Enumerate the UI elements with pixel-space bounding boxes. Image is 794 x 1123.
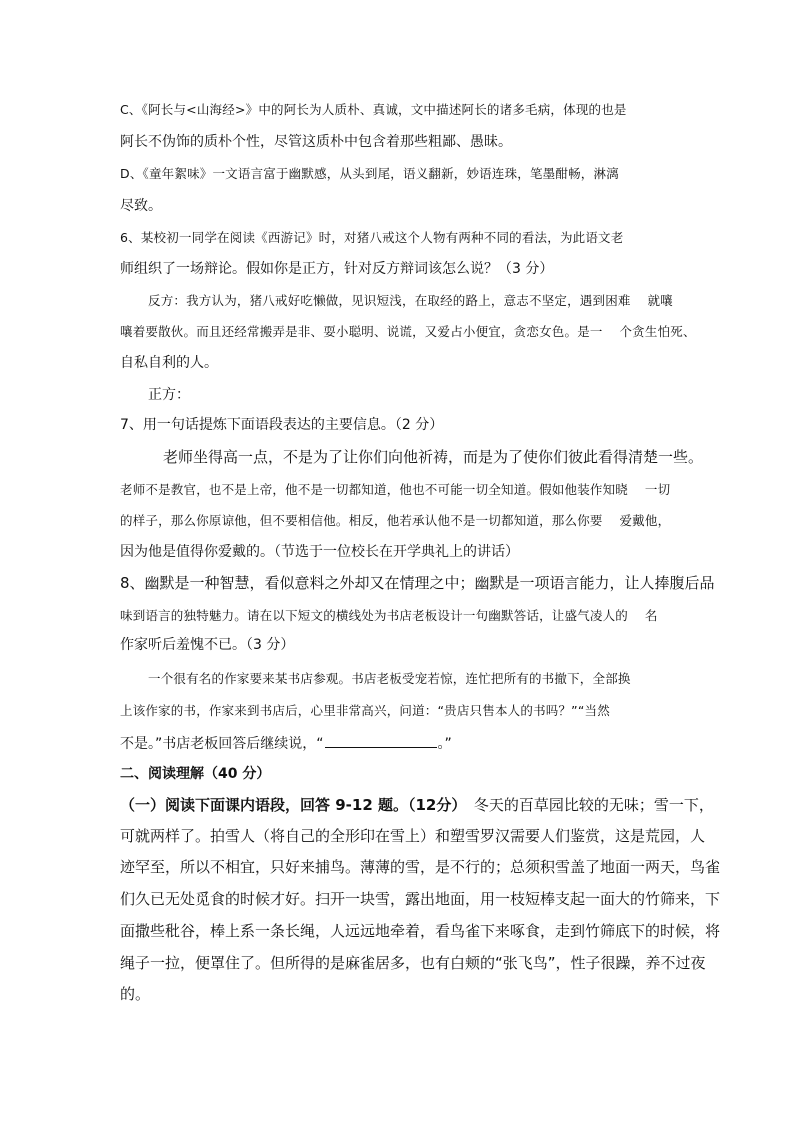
reading-line-7: 的。	[120, 985, 151, 1003]
reading-line-6: 绳子一拉，便罩住了。但所得的是麻雀居多，也有白颊的“张飞鸟”，性子很躁，养不过夜	[120, 954, 706, 972]
question-8-line-3: 作家听后羞愧不已。（3 分）	[120, 637, 295, 653]
story-8-line-2: 上该作家的书，作家来到书店后，心里非常高兴，问道：“贵店只售本人的书吗？”“当然	[120, 703, 610, 718]
option-d-line-2: 尽致。	[120, 198, 162, 214]
opposing-argument-line-2: 嚷着要散伙。而且还经常搬弄是非、耍小聪明、说谎，又爱占小便宜，贪恋女色。是一 个贪生怕死、	[120, 324, 696, 339]
reading-line-4: 们久已无处觅食的时候才好。扫开一块雪，露出地面，用一枝短棒支起一面大的竹筛来，下	[120, 890, 721, 908]
opposing-argument-line-1: 反方：我方认为，猪八戒好吃懒做，见识短浅，在取经的路上，意志不坚定，遇到困难 就嚷	[148, 293, 673, 308]
question-8-line-2: 味到语言的独特魅力。请在以下短文的横线处为书店老板设计一句幽默答话，让盛气凌人的 名	[120, 608, 658, 623]
affirmative-label: 正方：	[148, 387, 190, 403]
passage-7-line-1: 老师坐得高一点，不是为了让你们向他祈祷，而是为了使你们彼此看得清楚一些。	[163, 448, 704, 466]
reading-instruction: （一）阅读下面课内语段，回答 9-12 题。（12分）	[120, 796, 459, 814]
passage-7-line-2: 老师不是教官，也不是上帝，他不是一切都知道，他也不可能一切全知道。假如他装作知晓 一切	[120, 482, 671, 497]
reading-line-3: 迹罕至，所以不相宜，只好来捕鸟。薄薄的雪，是不行的；总须积雪盖了地面一两天，鸟雀	[120, 858, 721, 876]
question-7: 7、用一句话提炼下面语段表达的主要信息。（2 分）	[120, 417, 444, 433]
story-8-line-3-end: 。”	[437, 736, 452, 752]
section-2-heading: 二、阅读理解（40 分）	[120, 766, 271, 782]
story-8-line-3	[120, 735, 452, 751]
passage-7-line-3: 的样子，那么你原谅他，但不要相信他。相反，他若承认他不是一切都知道，那么你要 爱戴他，	[120, 513, 671, 528]
reading-line-1	[120, 798, 714, 813]
reading-line-1-text: 冬天的百草园比较的无味；雪一下，	[458, 796, 714, 814]
story-8-line-1: 一个很有名的作家要来某书店参观。书店老板受宠若惊，连忙把所有的书撤下，全部换	[148, 671, 631, 686]
passage-7-line-4: 因为他是值得你爱戴的。（节选于一位校长在开学典礼上的讲话）	[120, 544, 519, 560]
story-8-line-3-text: 不是。”书店老板回答后继续说，“	[120, 736, 324, 752]
reading-line-5: 面撒些秕谷，棒上系一条长绳，人远远地牵着，看鸟雀下来啄食，走到竹筛底下的时候，将	[120, 922, 721, 940]
option-c-line-2: 阿长不伪饰的质朴个性，尽管这质朴中包含着那些粗鄙、愚昧。	[120, 134, 512, 150]
question-6-line-1: 6、某校初一同学在阅读《西游记》时，对猪八戒这个人物有两种不同的看法，为此语文老	[120, 230, 624, 245]
reading-line-2: 可就两样了。拍雪人（将自己的全形印在雪上）和塑雪罗汉需要人们鉴赏，这是荒园，人	[120, 827, 706, 845]
option-d-line-1: D、《童年絮味》一文语言富于幽默感，从头到尾，语义翻新，妙语连珠，笔墨酣畅，淋漓	[120, 166, 619, 181]
option-c-line-1: C、《阿长与<山海经>》中的阿长为人质朴、真诚，文中描述阿长的诸多毛病，体现的也是	[120, 102, 627, 117]
question-6-line-2: 师组织了一场辩论。假如你是正方，针对反方辩词该怎么说？（3 分）	[120, 261, 554, 277]
opposing-argument-line-3: 自私自利的人。	[120, 355, 218, 371]
question-8-line-1: 8、幽默是一种智慧，看似意料之外却又在情理之中；幽默是一项语言能力，让人捧腹后品	[120, 574, 715, 592]
answer-blank[interactable]	[325, 735, 437, 748]
